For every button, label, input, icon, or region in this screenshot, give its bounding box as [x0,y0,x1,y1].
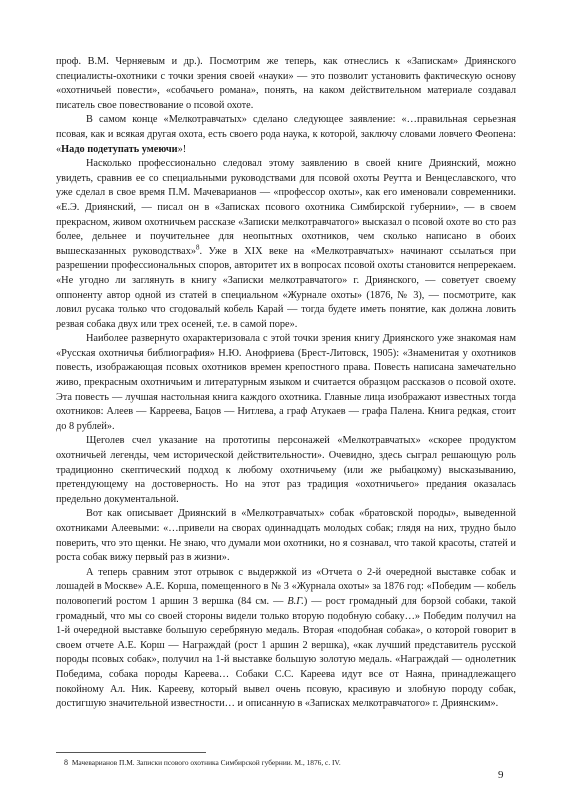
author-initials: В.Г. [287,595,304,607]
paragraph-6: Вот как описывает Дриянский в «Мелкотравчатых» собак «братовской породы», выведенной охотниками Алеевыми: «…привели на сворах одиннадцать молодых собак; глядя на них, трудно было поверить, что это щенки. Не знаю, что думали мои охотники, но я сознавал, что такой красоты, статей и роста собак вижу первый раз в жизни». [56,508,516,564]
paragraph-3-text: Насколько профессионально следовал этому заявлению в своей книге Дриянский, можно увидеть, сравнив ее со специальными руководствами для псовой охоты Реутта и Венцеславского, что уже сделал в свое время П.М. Мачеварианов — «профессор охоты», как его именовали современники. «Е.Э. Дриянский, — писал он в «Записках псового охотника Симбирской губернии», — в своем прекрасном, живом охотничьем рассказе «Записки мелкотравчатого» высказал о псовой охоте во сто раз более, дельнее и поучительнее для неопытных охотников, чем сколько написано в обоих вышесказанных руководствах» [56,158,516,257]
page-number: 9 [498,769,504,781]
paragraph-2 [56,113,516,157]
bold-quote: Надо подетупать умеючи [61,143,178,155]
paragraph-7-rest: ) — рост громадный для борзой собаки, такой громадный, что мы со своей стороны видели только вторую подобную собаку…» Победим получил на 1-й очередной выставке большую серебряную медаль. Вторая «подобная собака», о которой говорит в своем отчете А.Е. Корш — Награждай (рост 1 аршин 2 вершка), «как лучший представитель русской породы псовых собак», получил на 1-й выставке большую золотую медаль. «Награждай — однолетник Победима, собака породы Кареева… Собаки С.С. Кареева идут все от Наяна, принадлежащего покойному Ал. Ник. Карееву, который вывел очень псовую, красивую и злобную породу собак, достигшую значительной известности… и описанную в «Записках мелкотравчатого» г. Дриянским». [56,595,516,710]
paragraph-2-text: В самом конце «Мелкотравчатых» сделано следующее заявление: «…правильная серьезная псовая, как и всякая другая охота, есть своего рода наука, к которой, заключу словами ловчего Феопена: « [56,114,516,155]
paragraph-3 [56,157,516,332]
footnote-text: Мачеварианов П.М. Записки псового охотника Симбирской губернии. М., 1876, с. IV. [71,758,341,767]
paragraph-7-text: А теперь сравним этот отрывок с выдержкой из «Отчета о 2-й очередной выставке собак и лошадей в Москве» А.Е. Корша, помещенного в № 3 «Журнала охоты» за 1876 год: «Победим — кобель половопегий ростом 1 аршин 3 вершка (84 см. — [56,566,516,607]
paragraph-2-end: »! [177,143,187,155]
footnote [64,758,504,768]
paragraph-5: Щеголев счел указание на прототипы персонажей «Мелкотравчатых» «скорее продуктом охотничьей легенды, чем исторической действительности». Очевидно, здесь сыграл решающую роль традиционно скептический подход к любому охотничьему (или же рыбацкому) высказыванию, претендующему на достоверность. Но на этот раз традиция «охотничьего» предания оказалась предельно документальной. [56,435,516,505]
paragraph-7 [56,566,516,712]
paragraph-4: Наиболее развернуто охарактеризовала с этой точки зрения книгу Дриянского уже знакомая нам «Русская охотничья библиография» Н.Ю. Анофриева (Брест-Литовск, 1905): «Знаменитая у охотников повесть, изображающая псовых охотников времен крепостного права. Повесть написана замечательно живо, прекрасным охотничьим и литературным языком и считается образцом рассказов о псовой охоте. Эта повесть — лучшая настольная книга каждого охотника. Главные лица изображают известных тогда охотников: Алеев — Карреева, Бацов — Нитлева, а граф Атукаев — графа Палена. Книга редкая, стоит до 8 рублей». [56,333,516,432]
page-body [56,55,516,712]
paragraph-1: проф. В.М. Черняевым и др.). Посмотрим же теперь, как отнеслись к «Запискам» Дриянского специалисты-охотники с точки зрения своей «науки» — это позволит установить фактическую основу «охотничьей повести», «собачьего романа», понять, на каком действительном материале создавал писатель свое повествование о псовой охоте. [56,56,516,111]
footnote-reference[interactable]: 8 [196,243,200,252]
paragraph-3-rest: . Уже в XIX веке на «Мелкотравчатых» начинают ссылаться при разрешении профессиональных споров, авторитет их в вопросах псовой охоты становится непререкаем. «Не угодно ли заглянуть в книгу «Записки мелкотравчатого» г. Дриянского, — советует своему оппоненту автор одной из статей в специальном «Журнале охоты» (1876, № 3), — посмотрите, как ловил русака только что сгодовалый кобель Карай — тогда будете иметь понятие, как должна ловить резвая собака двух или трех осеней, т.е. в самой поре». [56,245,516,330]
footnote-mark: 8 [64,758,68,767]
footnote-divider [56,752,206,753]
